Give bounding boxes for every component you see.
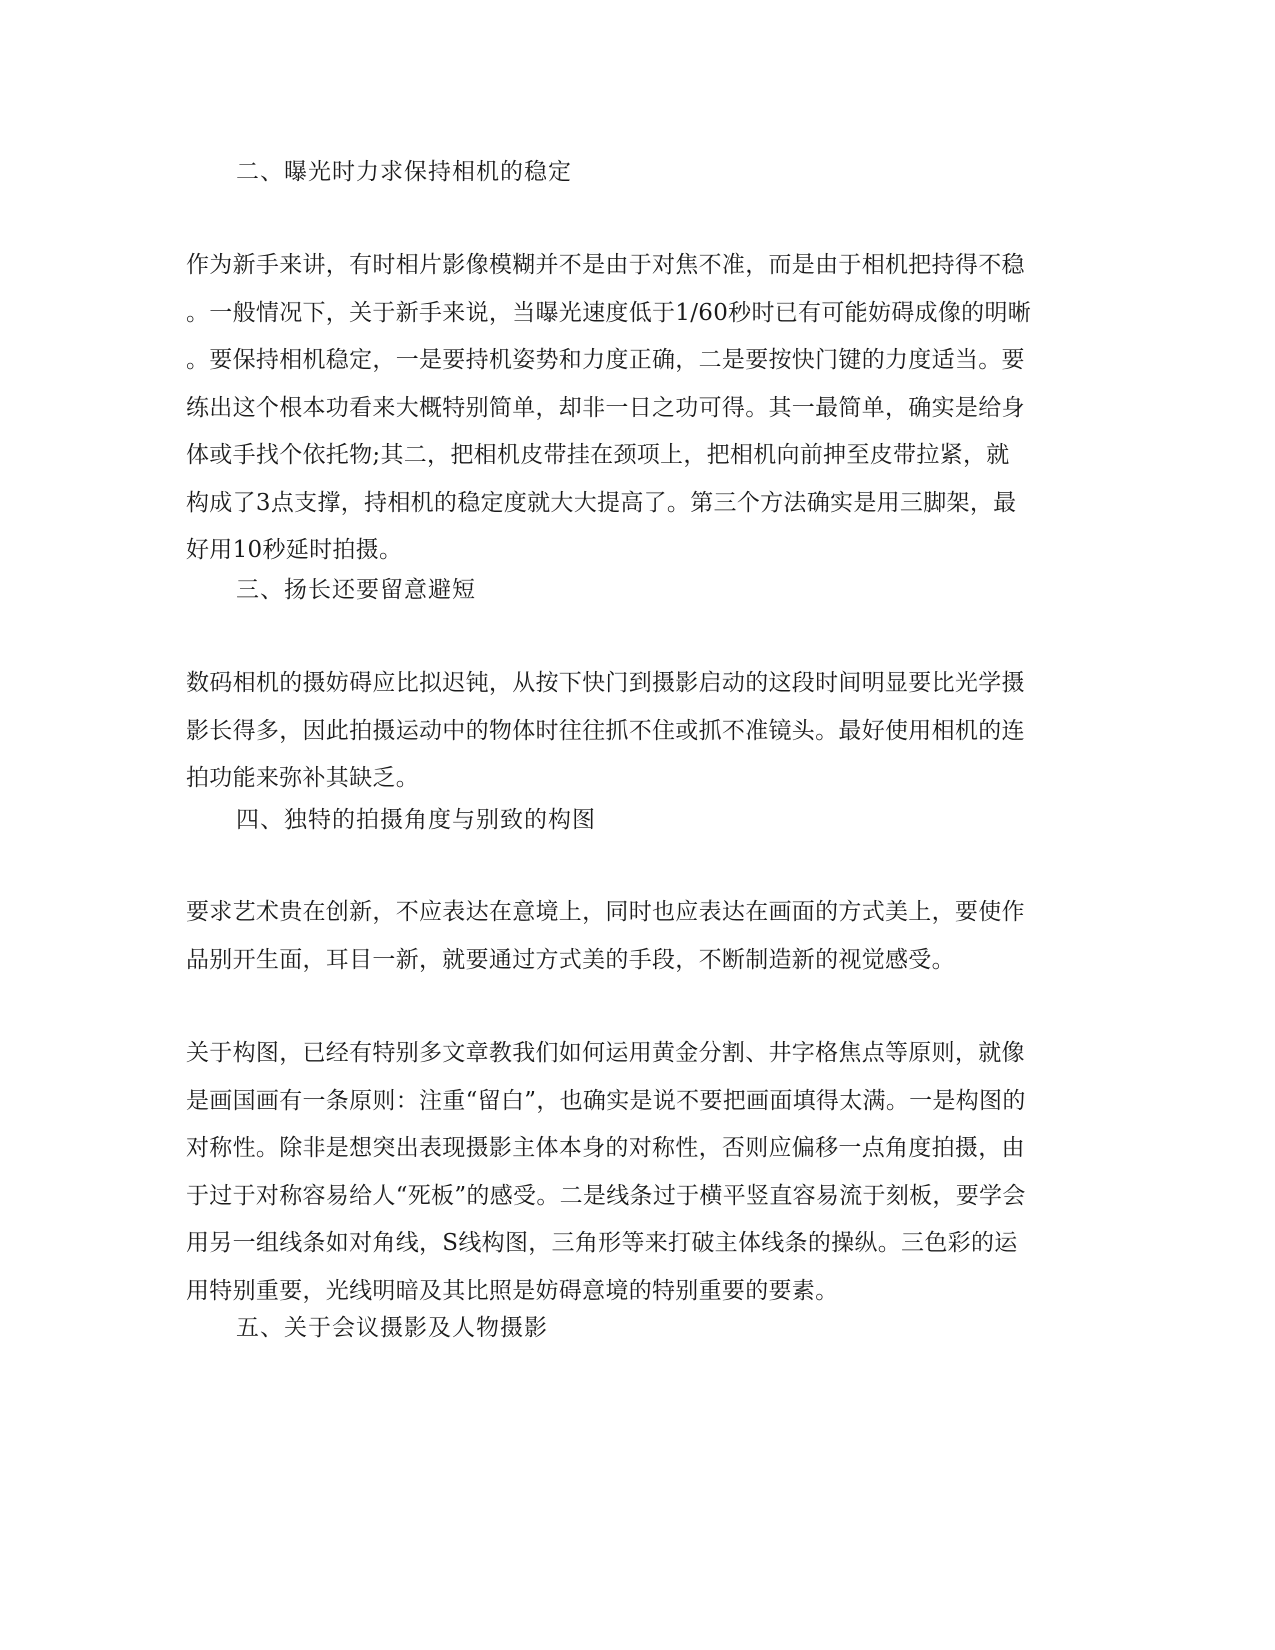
text-line: 作为新手来讲，有时相片影像模糊并不是由于对焦不准，而是由于相机把持得不稳 (186, 252, 1025, 278)
text-line: 构成了3点支撑，持相机的稳定度就大大提高了。第三个方法确实是用三脚架，最 (186, 489, 1017, 516)
text-line: 好用10秒延时拍摄。 (186, 537, 403, 563)
section-heading-meeting-portrait: 五、关于会议摄影及人物摄影 (236, 1315, 548, 1341)
paragraph-composition (186, 1030, 1086, 1315)
text-line: 是画国画有一条原则：注重“留白”，也确实是说不要把画面填得太满。一是构图的 (186, 1087, 1026, 1114)
text-line: 。要保持相机稳定，一是要持机姿势和力度正确，二是要按快门键的力度适当。要 (186, 347, 1025, 373)
text-line: 用特别重要，光线明暗及其比照是妨碍意境的特别重要的要素。 (186, 1277, 839, 1304)
text-line: 用另一组线条如对角线，S线构图，三角形等来打破主体线条的操纵。三色彩的运 (186, 1230, 1018, 1256)
paragraph-art-innovation (186, 889, 1086, 984)
paragraph-strengths-weaknesses (186, 660, 1086, 803)
text-line: 品别开生面，耳目一新，就要通过方式美的手段，不断制造新的视觉感受。 (186, 946, 955, 973)
text-line: 对称性。除非是想突出表现摄影主体本身的对称性，否则应偏移一点角度拍摄，由 (186, 1135, 1025, 1161)
text-line: 。一般情况下，关于新手来说，当曝光速度低于1/60秒时已有可能妨碍成像的明晰 (186, 299, 1032, 326)
text-line: 拍功能来弥补其缺乏。 (186, 765, 419, 791)
text-line: 要求艺术贵在创新，不应表达在意境上，同时也应表达在画面的方式美上，要使作 (186, 899, 1025, 925)
text-line: 影长得多，因此拍摄运动中的物体时往往抓不住或抓不准镜头。最好使用相机的连 (186, 717, 1025, 744)
text-line: 体或手找个依托物;其二，把相机皮带挂在颈项上，把相机向前抻至皮带拉紧，就 (186, 442, 1010, 468)
paragraph-exposure-stability (186, 242, 1086, 575)
section-heading-exposure-stability: 二、曝光时力求保持相机的稳定 (236, 159, 572, 185)
section-heading-strengths-weaknesses: 三、扬长还要留意避短 (236, 577, 476, 603)
text-line: 数码相机的摄妨碍应比拟迟钝，从按下快门到摄影启动的这段时间明显要比光学摄 (186, 670, 1025, 696)
section-heading-angle-composition: 四、独特的拍摄角度与别致的构图 (236, 807, 596, 833)
text-line: 于过于对称容易给人“死板”的感受。二是线条过于横平竖直容易流于刻板，要学会 (186, 1182, 1026, 1209)
text-line: 关于构图，已经有特别多文章教我们如何运用黄金分割、井字格焦点等原则，就像 (186, 1040, 1025, 1066)
text-line: 练出这个根本功看来大概特别简单，却非一日之功可得。其一最简单，确实是给身 (186, 394, 1025, 421)
